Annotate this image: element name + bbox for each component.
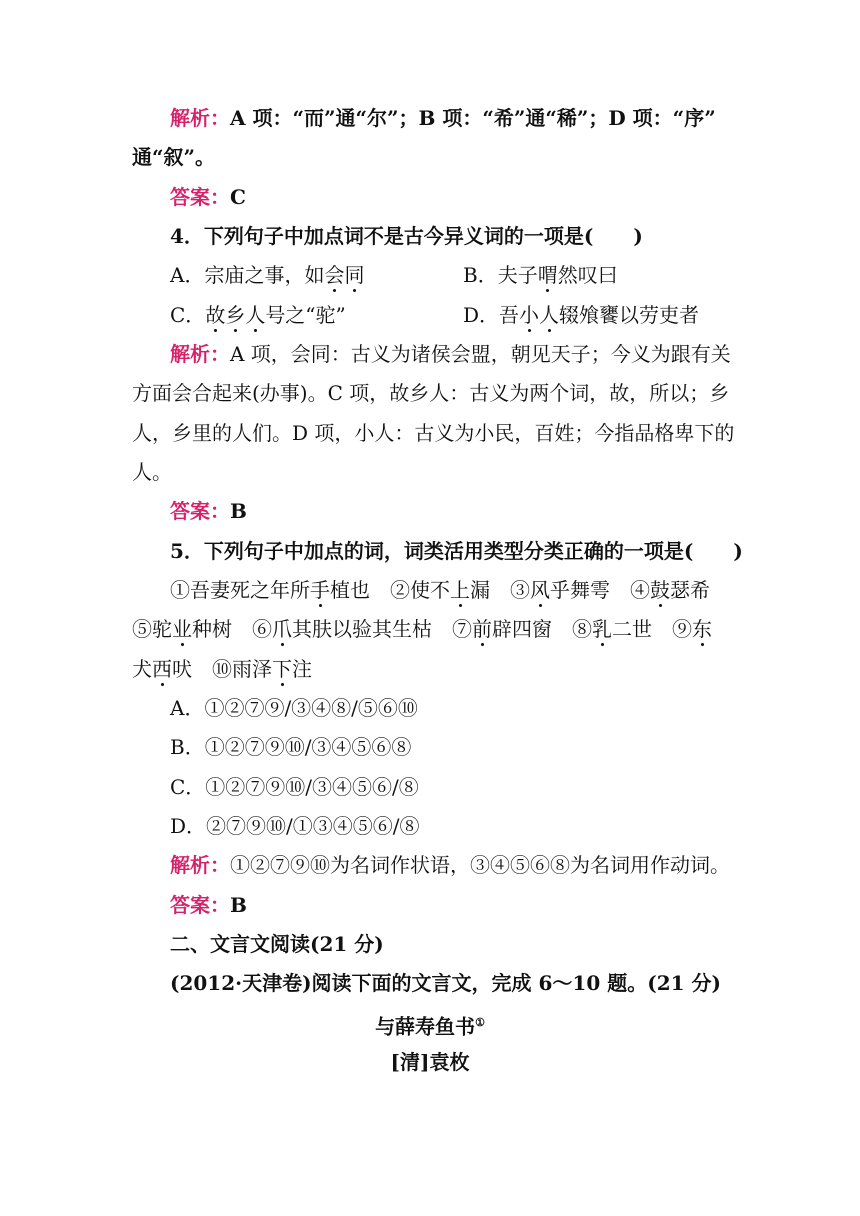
q5-analysis: 解析：①②⑦⑨⑩为名词作状语，③④⑤⑥⑧为名词用作动词。 [170,853,730,877]
q4-option-c: C．故乡人号之“驼” [170,303,346,327]
q4-option-a: A．宗庙之事，如会同 [170,263,365,287]
q4-analysis-line-1: 解析：A 项，会同：古义为诸侯会盟，朝见天子；今义为跟有关 [170,342,731,366]
q5-item-4: ④鼓瑟希 [630,578,710,602]
q5-item-5: ⑤驼业种树 [132,617,232,641]
analysis-label: 解析： [170,853,230,877]
answer-value: C [230,185,246,209]
footnote-marker: ① [475,1016,485,1029]
q4-options-row-2 [170,302,770,328]
q4-analysis-line-4: 人。 [132,460,172,484]
q4-options-row-1 [170,262,770,288]
q5-item-10: ⑩雨泽下注 [212,657,312,681]
answer-value: B [230,499,247,523]
text-title: 与薛寿鱼书① [375,1014,485,1039]
q5-item-1: ①吾妻死之年所手植也 [170,578,370,602]
q4-option-d: D．吾小人辍飧饔以劳吏者 [463,303,700,327]
q5-items-line-1 [170,577,710,603]
q5-item-9-cont: 犬西吠 [132,657,192,681]
section-heading: 二、文言文阅读(21 分) [170,932,384,956]
q5-item-2: ②使不上漏 [390,578,490,602]
q5-option-a: A．①②⑦⑨/③④⑧/⑤⑥⑩ [170,696,418,720]
q5-option-d: D．②⑦⑨⑩/①③④⑤⑥/⑧ [170,814,420,838]
answer-value: B [230,893,247,917]
analysis-label: 解析： [170,106,230,130]
q3-analysis-line-1: 解析：A 项：“而”通“尔”；B 项：“希”通“稀”；D 项：“序” [170,106,716,130]
q4-option-b: B．夫子喟然叹曰 [463,263,618,287]
answer-label: 答案： [170,185,230,209]
q5-items-line-2 [132,616,712,642]
section-source: (2012·天津卷)阅读下面的文言文，完成 6～10 题。(21 分) [170,971,721,995]
q5-item-8: ⑧乳二世 [572,617,652,641]
q5-item-6: ⑥爪其肤以验其生枯 [252,617,432,641]
q3-answer [170,184,246,210]
q5-item-9: ⑨东 [672,617,712,641]
answer-label: 答案： [170,893,230,917]
q4-stem: 4．下列句子中加点词不是古今异义词的一项是( ) [170,224,643,248]
q5-item-3: ③风乎舞雩 [510,578,610,602]
analysis-label: 解析： [170,342,230,366]
q5-option-c: C．①②⑦⑨⑩/③④⑤⑥/⑧ [170,775,419,799]
q4-analysis-line-2: 方面会合起来(办事)。C 项，故乡人：古义为两个词，故，所以；乡 [132,381,730,405]
q4-answer [170,498,247,524]
q5-option-b: B．①②⑦⑨⑩/③④⑤⑥⑧ [170,735,412,759]
q5-item-7: ⑦前辟四窗 [452,617,552,641]
q5-items-line-3 [132,656,312,682]
q5-stem: 5．下列句子中加点的词，词类活用类型分类正确的一项是( ) [170,539,743,563]
q3-analysis-line-2: 通“叙”。 [132,145,216,169]
q4-analysis-line-3: 人，乡里的人们。D 项，小人：古义为小民，百姓；今指品格卑下的 [132,421,735,445]
answer-label: 答案： [170,499,230,523]
q5-answer [170,892,247,918]
text-author: [清]袁枚 [390,1050,470,1074]
